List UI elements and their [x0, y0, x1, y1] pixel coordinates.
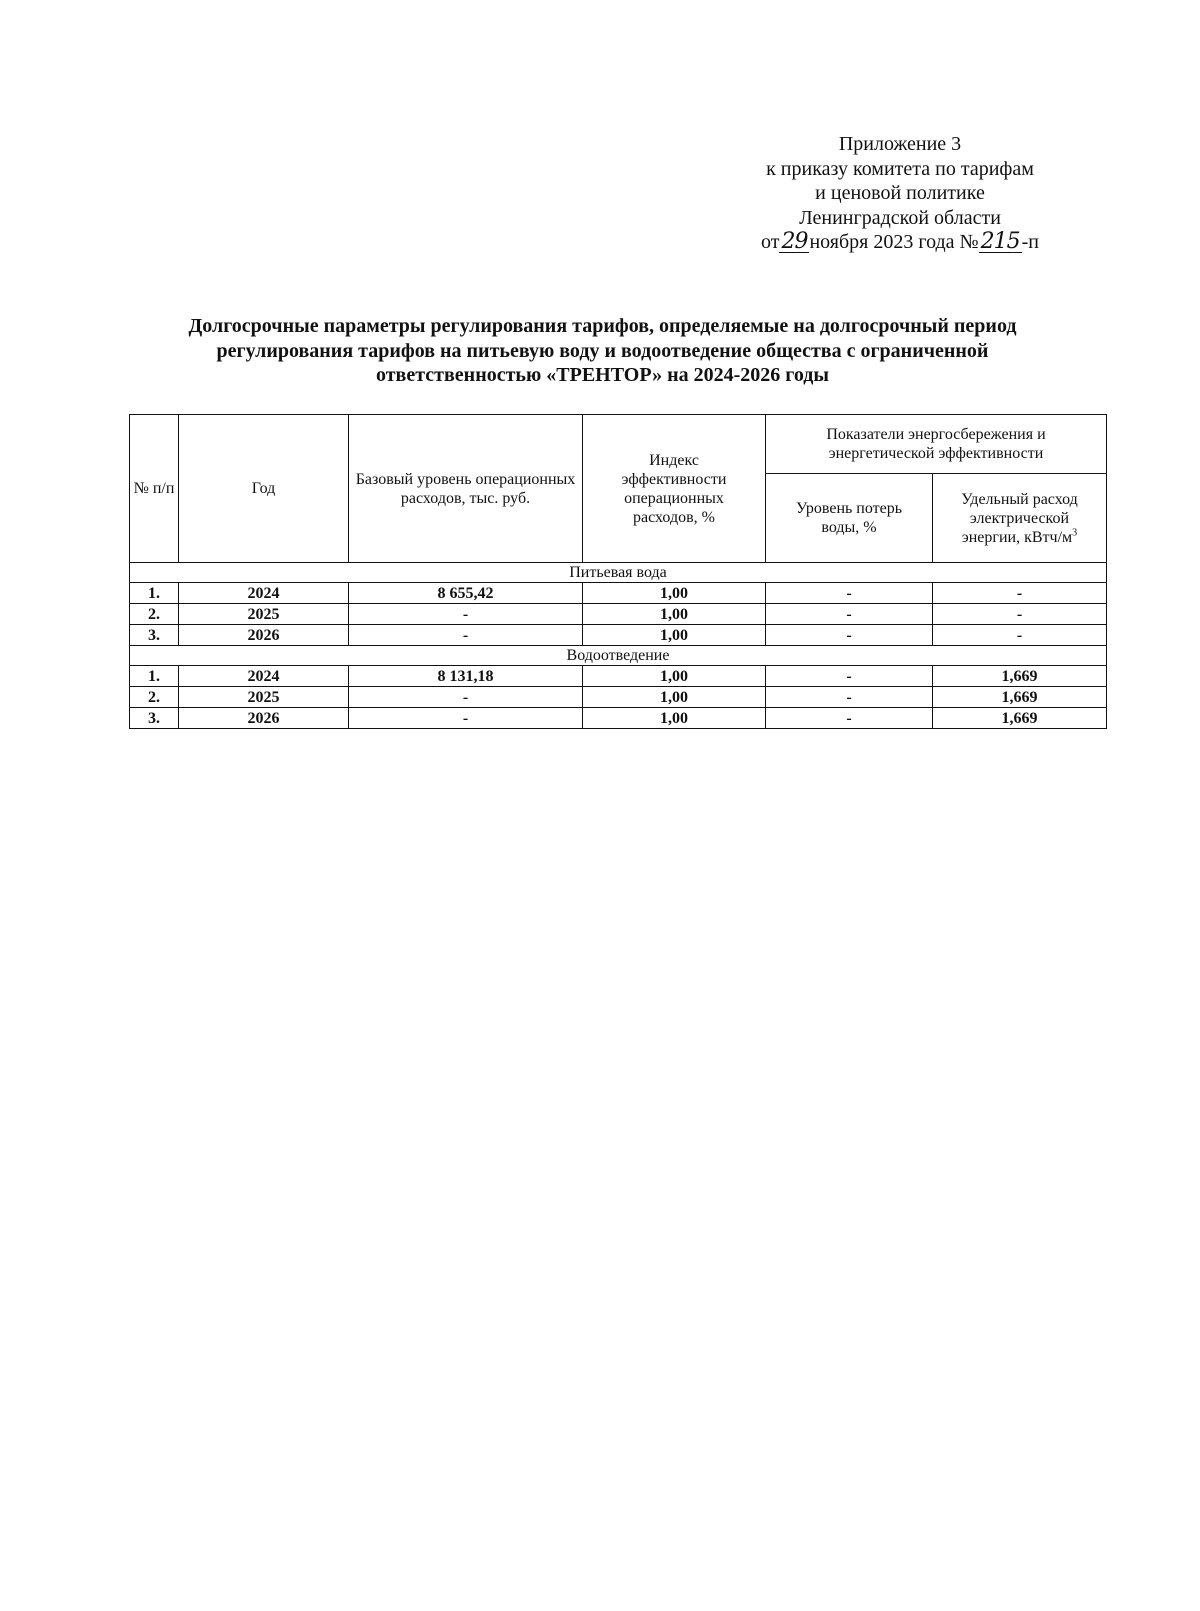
appendix-order-ref: к приказу комитета по тарифам	[766, 157, 1034, 180]
cell-num: 3.	[130, 625, 179, 646]
cell-index: 1,00	[583, 666, 766, 687]
cell-electricity: -	[933, 604, 1107, 625]
order-suffix: -п	[1021, 231, 1040, 253]
cell-electricity: 1,669	[933, 666, 1107, 687]
cell-index: 1,00	[583, 625, 766, 646]
title-line-3: ответственностью «ТРЕНТОР» на 2024-2026 годы	[375, 364, 830, 386]
table-row	[130, 604, 1107, 625]
appendix-committee: и ценовой политике	[815, 182, 985, 204]
cell-base: -	[349, 604, 583, 625]
header-energy-group: Показатели энергосбережения и энергетической эффективности	[766, 415, 1107, 474]
cell-num: 1.	[130, 666, 179, 687]
cell-index: 1,00	[583, 708, 766, 729]
header-num: № п/п	[130, 415, 179, 563]
cell-loss: -	[766, 583, 933, 604]
cell-base: -	[349, 708, 583, 729]
table-row	[130, 708, 1107, 729]
cell-year: 2026	[179, 625, 349, 646]
header-efficiency-index: Индекс эффективности операционных расходов, %	[583, 415, 766, 563]
header-base-level: Базовый уровень операционных расходов, тыс. руб.	[349, 415, 583, 563]
cell-num: 2.	[130, 604, 179, 625]
cell-base: 8 655,42	[349, 583, 583, 604]
cell-year: 2025	[179, 687, 349, 708]
handwritten-day: 29	[781, 229, 808, 254]
appendix-region: Ленинградской области	[799, 206, 1001, 229]
table-row	[130, 625, 1107, 646]
cell-base: -	[349, 687, 583, 708]
cell-index: 1,00	[583, 604, 766, 625]
cell-loss: -	[766, 604, 933, 625]
cell-num: 1.	[130, 583, 179, 604]
table-row	[130, 666, 1107, 687]
date-middle: ноября 2023 года №	[809, 231, 979, 253]
parameters-table	[129, 414, 1107, 729]
cell-electricity: 1,669	[933, 708, 1107, 729]
header-year: Год	[179, 415, 349, 563]
cell-year: 2025	[179, 604, 349, 625]
document-title	[100, 314, 1105, 388]
title-line-2: регулирования тарифов на питьевую воду и водоотведение общества с ограниченной	[216, 339, 989, 362]
appendix-number: Приложение 3	[838, 133, 962, 155]
title-line-1: Долгосрочные параметры регулирования тарифов, определяемые на долгосрочный период	[188, 315, 1017, 337]
cell-electricity: -	[933, 625, 1107, 646]
header-electricity: Удельный расход электрической энергии, кВтч/$м^3$	[933, 474, 1107, 563]
cell-year: 2024	[179, 583, 349, 604]
cell-index: 1,00	[583, 583, 766, 604]
date-prefix: от	[760, 231, 780, 253]
cell-electricity: 1,669	[933, 687, 1107, 708]
cell-base: 8 131,18	[349, 666, 583, 687]
cell-year: 2026	[179, 708, 349, 729]
section-wastewater: Водоотведение	[130, 646, 1107, 666]
cell-loss: -	[766, 666, 933, 687]
cell-loss: -	[766, 708, 933, 729]
cell-electricity: -	[933, 583, 1107, 604]
cell-loss: -	[766, 687, 933, 708]
cell-index: 1,00	[583, 687, 766, 708]
cell-year: 2024	[179, 666, 349, 687]
cell-loss: -	[766, 625, 933, 646]
cell-num: 2.	[130, 687, 179, 708]
cell-base: -	[349, 625, 583, 646]
handwritten-order-number: 215	[980, 229, 1020, 254]
cell-num: 3.	[130, 708, 179, 729]
appendix-date-line	[700, 230, 1100, 255]
appendix-header	[700, 132, 1100, 255]
table-row	[130, 583, 1107, 604]
header-water-loss: Уровень потерь воды, %	[766, 474, 933, 563]
section-drinking-water: Питьевая вода	[130, 563, 1107, 583]
table-row	[130, 687, 1107, 708]
